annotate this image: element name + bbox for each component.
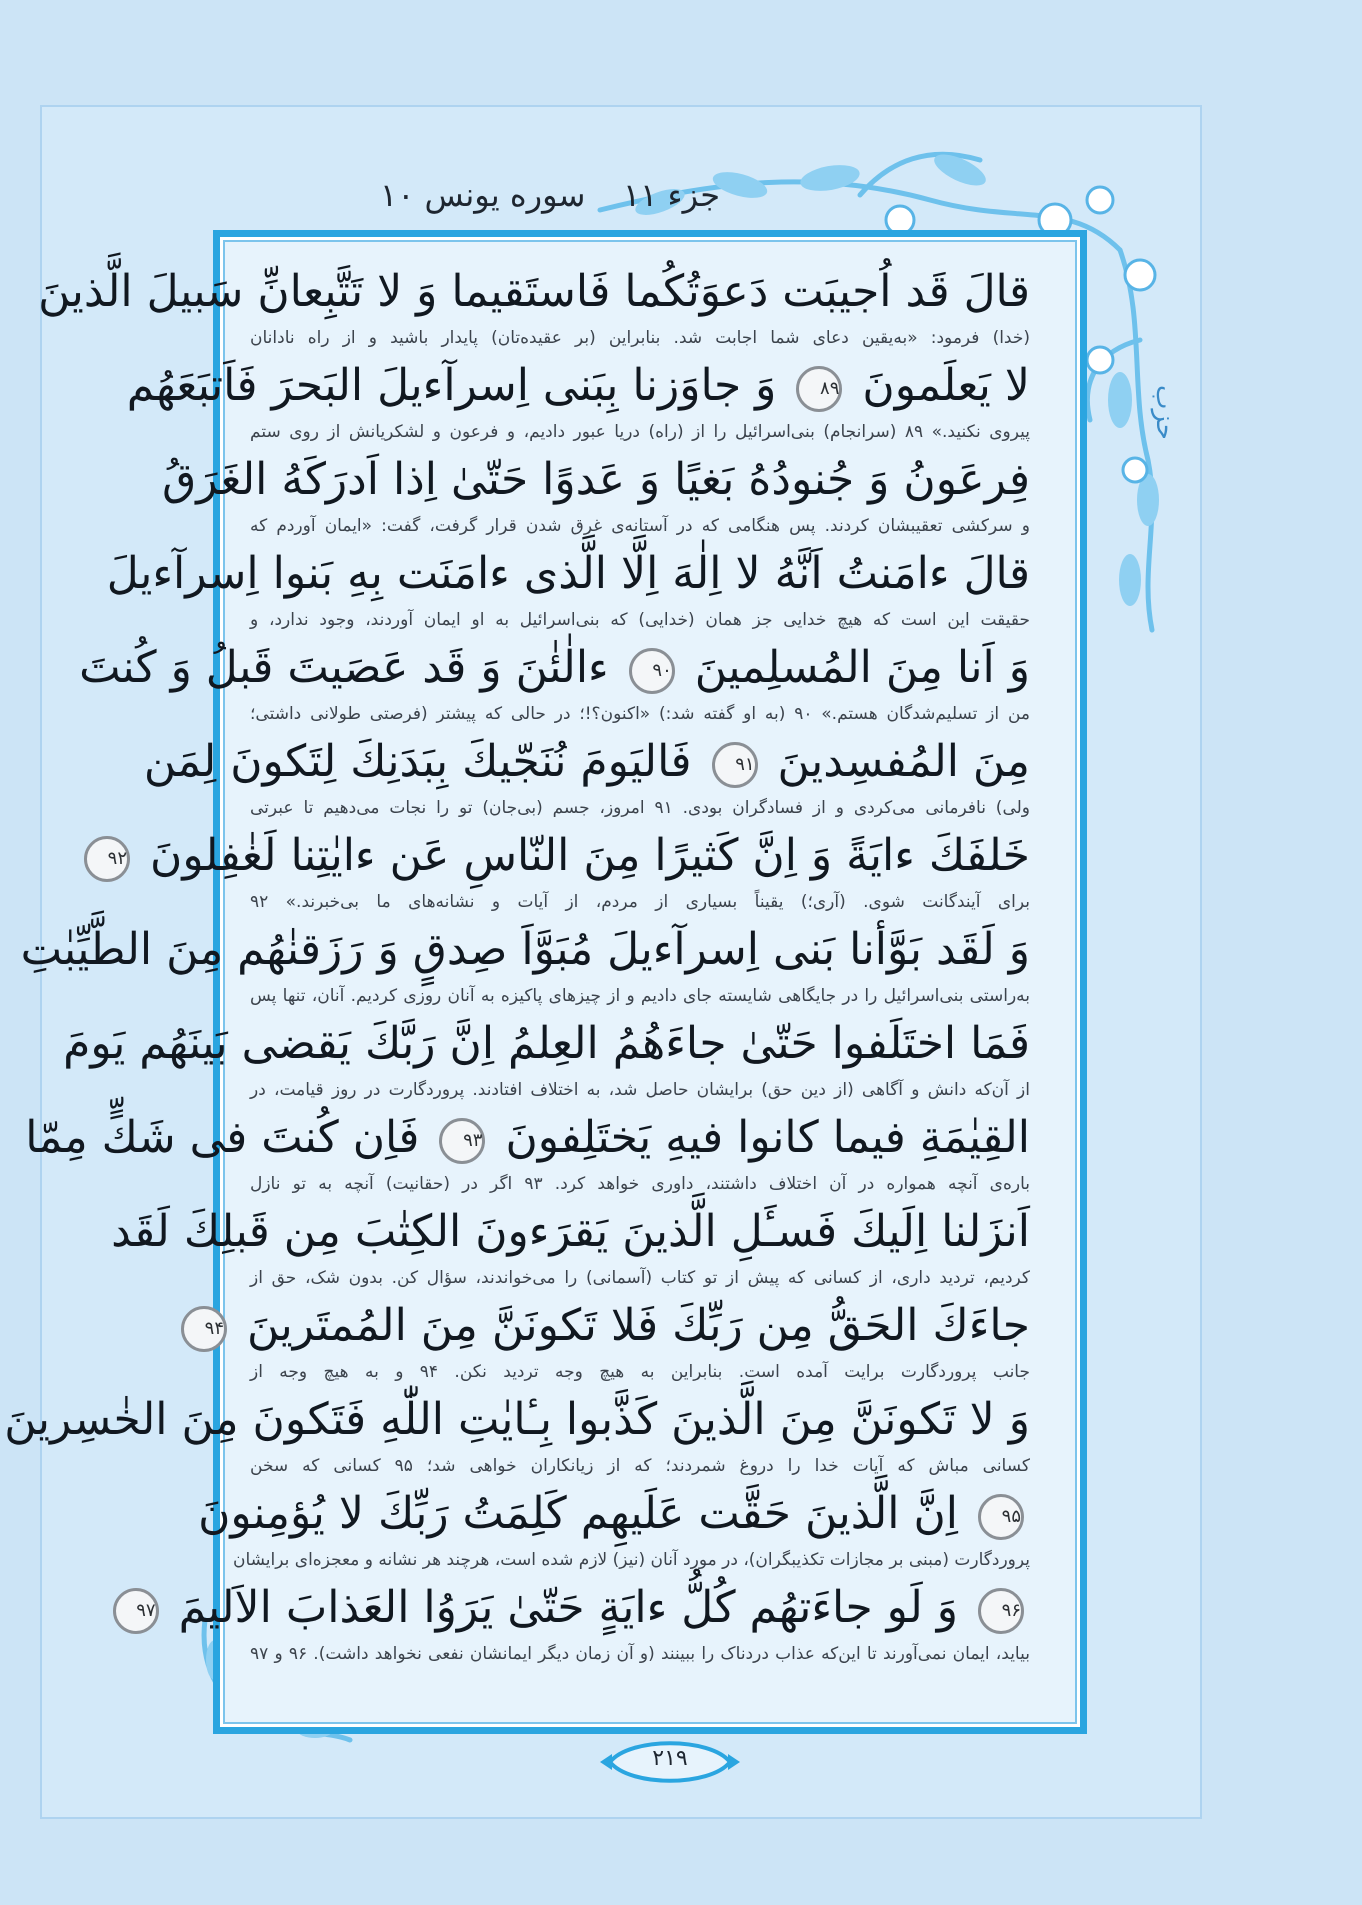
verse-lines [4, 262, 1031, 1702]
page-number: ۲۱۹ [652, 1746, 688, 1771]
line-pair [204, 1296, 1030, 1390]
line-pair [162, 450, 1030, 544]
translation-line: حقیقت این است که هیچ خدایی جز همان (خدایی) که بنی‌اسرائیل به او ایمان آوردند، وجود ندارد، و [250, 610, 1030, 630]
arabic-segment: خَلفَكَ ءايَةً وَ اِنَّ كَثيرًا مِنَ النّاسِ عَن ءايٰتِنا لَغٰفِلونَ [150, 830, 1030, 881]
line-pair [136, 1578, 1030, 1672]
page-header [380, 170, 720, 220]
translation-line: برای آیندگانت شوی. (آری؛) یقیناً بسیاری از مردم، از آیات و نشانه‌های ما بی‌خبرند.» ۹۲ [250, 892, 1030, 912]
arabic-segment: مِنَ المُفسِدينَ [777, 736, 1030, 787]
ayah-number-badge: ۹۶ [978, 1588, 1024, 1634]
ayah-number-badge: ۹۵ [978, 1494, 1024, 1540]
ayah-number-badge: ۹۷ [113, 1588, 159, 1634]
line-pair [106, 544, 1030, 638]
arabic-line: قالَ ءامَنتُ اَنَّهُ لا اِلٰهَ اِلَّا الَّذى ءامَنَت بِهِ بَنوا اِسرآءيلَ [106, 548, 1030, 599]
line-pair [111, 1202, 1030, 1296]
translation-line: (خدا) فرمود: «به‌یقین دعای شما اجابت شد. بنابراین (بر عقیده‌تان) پایدار باشید و از راه نادانان [250, 328, 1030, 348]
translation-line: پروردگارت (مبنی بر مجازات تکذیبگران)، در مورد آنان (نیز) لازم شده است، هرچند هر نشانه و معجزه‌ای برایشان [232, 1550, 1030, 1570]
arabic-segment: لا يَعلَمونَ [862, 360, 1030, 411]
arabic-line [136, 1578, 1030, 1640]
arabic-segment: ءالٰئٰنَ وَ قَد عَصَيتَ قَبلُ وَ كُنتَ [79, 642, 609, 693]
ayah-number-badge: ۹۳ [439, 1118, 485, 1164]
translation-line: کسانی مباش که آیات خدا را دروغ شمردند؛ که از زیانکاران خواهی شد؛ ۹۵ کسانی که سخن [250, 1456, 1030, 1476]
translation-line: پیروی نکنید.» ۸۹ (سرانجام) بنی‌اسرائیل را از (راه) دریا عبور دادیم، و فرعون و لشکریانش از روی ستم [250, 422, 1030, 442]
page-number-box [600, 1732, 740, 1792]
arabic-line [79, 638, 1030, 700]
arabic-line [198, 1484, 1030, 1546]
arabic-line: وَ لَقَد بَوَّأنا بَنى اِسرآءيلَ مُبَوَّاَ صِدقٍ وَ رَزَقنٰهُم مِنَ الطَّيِّبٰتِ [20, 924, 1030, 975]
arabic-line [143, 732, 1030, 794]
arabic-line [204, 1296, 1030, 1358]
ayah-number-badge: ۸۹ [796, 366, 842, 412]
ayah-number-badge: ۹۰ [629, 648, 675, 694]
arabic-line: اَنزَلنا اِلَيكَ فَسـَٔلِ الَّذينَ يَقرَءونَ الكِتٰبَ مِن قَبلِكَ لَقَد [111, 1206, 1030, 1257]
hizb-marker: حزب [1150, 385, 1180, 440]
arabic-segment: اِنَّ الَّذينَ حَقَّت عَلَيهِم كَلِمَتُ رَبِّكَ لا يُؤمِنونَ [198, 1488, 958, 1539]
arabic-line: وَ لا تَكونَنَّ مِنَ الَّذينَ كَذَّبوا بِـٔايٰتِ اللّٰهِ فَتَكونَ مِنَ الخٰسِرينَ [4, 1394, 1030, 1445]
translation-line: ولی) نافرمانی می‌کردی و از فسادگران بودی. ۹۱ امروز، جسم (بی‌جان) تو را نجات می‌دهیم تا عبرتی [250, 798, 1031, 818]
arabic-segment: فَاِن كُنتَ فى شَكٍّ مِمّا [25, 1112, 420, 1163]
arabic-segment: القِيٰمَةِ فيما كانوا فيهِ يَختَلِفونَ [505, 1112, 1030, 1163]
line-pair [79, 638, 1030, 732]
translation-line: جانب پروردگارت برایت آمده است. بنابراین به هیچ وجه تردید نکن. ۹۴ و به هیچ وجه از [250, 1362, 1030, 1382]
line-pair [126, 356, 1030, 450]
surah-label: سوره یونس ۱۰ [380, 176, 586, 214]
arabic-segment: فَاليَومَ نُنَجّيكَ بِبَدَنِكَ لِتَكونَ لِمَن [143, 736, 692, 787]
arabic-line: قالَ قَد اُجيبَت دَعوَتُكُما فَاستَقيما وَ لا تَتَّبِعانِّ سَبيلَ الَّذينَ [38, 266, 1030, 317]
line-pair [38, 262, 1030, 356]
translation-line: بیاید، ایمان نمی‌آورند تا این‌که عذاب دردناک را ببینند (و آن زمان دیگر ایمانشان نفعی نخواهد داشت). ۹۶ و ۹۷ [250, 1644, 1030, 1664]
arabic-segment: وَ جاوَزنا بِبَنى اِسرآءيلَ البَحرَ فَاَتبَعَهُم [126, 360, 777, 411]
ayah-number-badge: ۹۴ [181, 1306, 227, 1352]
line-pair [198, 1484, 1030, 1578]
line-pair [20, 920, 1030, 1014]
translation-line: من از تسلیم‌شدگان هستم.» ۹۰ (به او گفته شد:) «اکنون؟!؛ در حالی که پیشتر (فرصتی طولانی داشتی؛ [250, 704, 1030, 724]
line-pair [4, 1390, 1030, 1484]
translation-line: به‌راستی بنی‌اسرائیل را در جایگاهی شایسته جای دادیم و از چیزهای پاکیزه به آنان روزی کردیم. آنان، تنها پس [250, 986, 1030, 1006]
arabic-line [126, 356, 1030, 418]
arabic-line: فَمَا اختَلَفوا حَتّىٰ جاءَهُمُ العِلمُ اِنَّ رَبَّكَ يَقضى بَينَهُم يَومَ [63, 1018, 1030, 1069]
arabic-segment: وَ اَنا مِنَ المُسلِمينَ [694, 642, 1030, 693]
translation-line: باره‌ی آنچه همواره در آن اختلاف داشتند، داوری خواهد کرد. ۹۳ اگر در (حقانیت) آنچه به تو نازل [250, 1174, 1030, 1194]
arabic-line [25, 1108, 1030, 1170]
juz-label: جزء ۱۱ [622, 176, 720, 214]
line-pair [143, 732, 1031, 826]
arabic-line: فِرعَونُ وَ جُنودُهُ بَغيًا وَ عَدوًا حَتّىٰ اِذا اَدرَكَهُ الغَرَقُ [162, 454, 1030, 505]
arabic-segment: جاءَكَ الحَقُّ مِن رَبِّكَ فَلا تَكونَنَّ مِنَ المُمتَرينَ [247, 1300, 1030, 1351]
translation-line: و سرکشی تعقیبشان کردند. پس هنگامی که در آستانه‌ی غرق شدن قرار گرفت، گفت: «ایمان آوردم که [250, 516, 1030, 536]
translation-line: کردیم، تردید داری، از کسانی که پیش از تو کتاب (آسمانی) را می‌خواندند، سؤال کن. بدون شک، حق از [250, 1268, 1030, 1288]
translation-line: از آن‌که دانش و آگاهی (از دین حق) برایشان حاصل شد، به اختلاف افتادند. پروردگارت در روز قیامت، در [250, 1080, 1030, 1100]
arabic-segment: وَ لَو جاءَتهُم كُلُّ ءايَةٍ حَتّىٰ يَرَوُا العَذابَ الاَليمَ [178, 1582, 958, 1633]
line-pair [107, 826, 1030, 920]
ayah-number-badge: ۹۱ [712, 742, 758, 788]
line-pair [25, 1108, 1030, 1202]
ayah-number-badge: ۹۲ [84, 836, 130, 882]
arabic-line [107, 826, 1030, 888]
line-pair [63, 1014, 1030, 1108]
